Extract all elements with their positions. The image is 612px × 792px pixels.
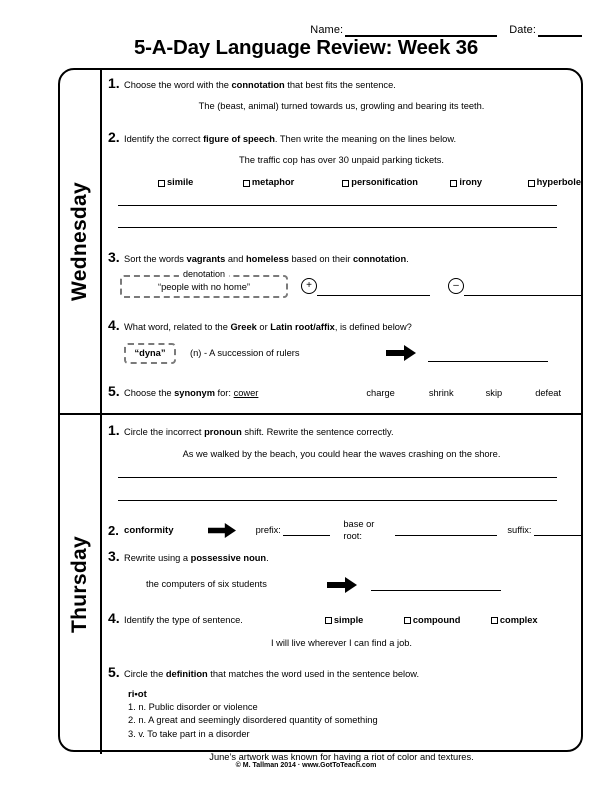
prompt-post: that matches the word used in the sentence below. (207, 669, 420, 679)
suffix-label: suffix: (507, 524, 532, 535)
source-phrase: the computers of six students (146, 578, 267, 589)
question-t1 (102, 423, 581, 501)
name-blank-line[interactable] (345, 22, 497, 37)
option-label: irony (459, 177, 483, 188)
date-blank-line[interactable] (538, 22, 582, 37)
choice-skip[interactable]: skip (485, 388, 503, 398)
prompt-post: , is defined below? (334, 322, 412, 332)
option-label: metaphor (251, 177, 295, 188)
prompt-post: that best fits the sentence. (284, 80, 396, 90)
negative-answer-line[interactable] (464, 295, 581, 296)
question-t5 (102, 665, 581, 764)
arrow-right-icon (327, 577, 357, 593)
sentence-type-options (325, 615, 538, 627)
option-personification[interactable] (342, 177, 450, 189)
prompt-pre: Circle the incorrect (124, 427, 205, 437)
question-prompt (124, 132, 456, 146)
denotation-box: “people with no home” (120, 275, 288, 299)
question-number: 4. (108, 610, 120, 626)
question-number: 1. (108, 75, 120, 91)
question-prompt (124, 386, 581, 400)
answer-line-2[interactable] (118, 227, 557, 228)
base-label: base or root: (343, 519, 375, 541)
option-label: simple (333, 615, 364, 625)
denotation-box-wrap (120, 268, 288, 299)
prompt-mid: and (225, 254, 246, 264)
prompt-mid: or (256, 322, 271, 332)
prompt-keyword: synonym (174, 388, 215, 398)
section-thursday (60, 415, 581, 762)
day-label-column-wednesday (60, 70, 102, 413)
root-definition: (n) - A succession of rulers (190, 347, 300, 358)
question-prompt (124, 320, 412, 334)
sentence-type-prompt: Identify the type of sentence. (124, 615, 243, 625)
prompt-keyword: pronoun (204, 427, 242, 437)
prompt-pre: Choose the word with the (124, 80, 232, 90)
prompt-pre: Rewrite using a (124, 553, 191, 563)
option-complex[interactable] (491, 615, 538, 627)
question-prompt (124, 425, 394, 439)
prompt-keyword: figure of speech (203, 134, 275, 144)
question-sentence: The (beast, animal) turned towards us, growling and bearing its teeth. (198, 100, 485, 111)
prompt-post: for: (214, 388, 234, 398)
choice-shrink[interactable]: shrink (428, 388, 454, 398)
definition-item[interactable]: 1. n. Public disorder or violence (128, 701, 258, 712)
question-t4 (102, 611, 581, 649)
positive-connotation-icon: + (301, 278, 317, 294)
question-sentence: As we walked by the beach, you could hear the waves crashing on the shore. (182, 448, 501, 459)
prompt-keyword: connotation (231, 80, 285, 90)
checkbox-icon[interactable] (450, 180, 457, 187)
possessive-rewrite-row (102, 577, 581, 593)
question-sentence: I will live wherever I can find a job. (270, 637, 413, 648)
question-number: 2. (108, 523, 119, 539)
prompt-word-a: vagrants (186, 254, 226, 264)
wednesday-questions (102, 70, 581, 413)
option-metaphor[interactable] (243, 177, 342, 189)
question-t2 (102, 519, 581, 542)
base-input[interactable] (395, 525, 498, 536)
prompt-post: . Then write the meaning on the lines below. (274, 134, 457, 144)
answer-line-1[interactable] (118, 205, 557, 206)
definition-item[interactable]: 3. v. To take part in a disorder (128, 728, 250, 739)
root-answer-line[interactable] (428, 361, 548, 362)
prompt-post: shift. Rewrite the sentence correctly. (241, 427, 394, 437)
section-wednesday (60, 70, 581, 415)
dictionary-entry-word: ri•ot (128, 688, 147, 700)
thursday-questions (102, 415, 581, 762)
question-w2 (102, 130, 581, 228)
worksheet-frame (58, 68, 583, 762)
question-prompt (124, 551, 269, 565)
prompt-word-a: Greek (230, 322, 257, 332)
possessive-answer-line[interactable] (371, 590, 501, 591)
checkbox-icon[interactable] (325, 617, 332, 624)
synonym-prompt (124, 388, 258, 400)
option-simile[interactable] (158, 177, 243, 189)
page-title: 5-A-Day Language Review: Week 36 (133, 36, 479, 59)
prompt-word-b: Latin root/affix (270, 322, 335, 332)
choice-defeat[interactable]: defeat (535, 388, 562, 398)
checkbox-icon[interactable] (243, 180, 250, 187)
footer-credit: © M. Tallman 2014 · www.GotToTeach.com (235, 762, 377, 769)
arrow-right-icon (386, 345, 416, 361)
day-label-wednesday: Wednesday (68, 181, 91, 302)
answer-line-1[interactable] (118, 477, 557, 478)
checkbox-icon[interactable] (158, 180, 165, 187)
question-w3 (102, 250, 581, 298)
prompt-keyword: definition (165, 669, 208, 679)
choice-charge[interactable]: charge (366, 388, 395, 398)
name-label: Name: (310, 24, 344, 36)
question-w1 (102, 76, 581, 112)
option-irony[interactable] (450, 177, 527, 189)
positive-answer-line[interactable] (317, 295, 430, 296)
negative-connotation-icon: – (448, 278, 464, 294)
prompt-mid2: based on their (288, 254, 353, 264)
option-hyperbole[interactable] (528, 177, 581, 189)
prompt-pre: Sort the words (124, 254, 187, 264)
prompt-pre: What word, related to the (124, 322, 231, 332)
question-number: 4. (108, 317, 120, 333)
question-prompt (124, 78, 396, 92)
question-sentence: The traffic cop has over 30 unpaid parking tickets. (239, 154, 444, 165)
question-number: 3. (108, 548, 120, 564)
connotation-sort-row (102, 268, 581, 299)
day-label-column-thursday (60, 415, 102, 754)
prefix-input[interactable] (283, 525, 330, 536)
question-t3 (102, 549, 581, 593)
prefix-label: prefix: (255, 524, 281, 535)
root-box: “dyna” (124, 343, 176, 365)
morphology-word: conformity (124, 524, 174, 536)
arrow-right-icon (208, 523, 236, 538)
prompt-post: . (266, 553, 269, 563)
prompt-keyword: possessive noun (190, 553, 267, 563)
question-w4 (102, 318, 581, 364)
option-label: complex (499, 615, 538, 625)
question-w5 (102, 384, 581, 400)
option-label: simile (167, 177, 194, 188)
option-label: hyperbole (536, 177, 581, 188)
denotation-legend: denotation (179, 269, 229, 280)
question-number: 5. (108, 664, 120, 680)
question-number: 1. (108, 422, 120, 438)
prompt-word-b: homeless (245, 254, 289, 264)
prompt-pre: Circle the (124, 669, 166, 679)
answer-line-2[interactable] (118, 500, 557, 501)
checkbox-icon[interactable] (491, 617, 498, 624)
option-compound[interactable] (404, 615, 491, 627)
prompt-keyword: connotation (352, 254, 407, 264)
option-label: personification (351, 177, 418, 188)
definition-list (102, 701, 581, 741)
question-number: 5. (108, 383, 120, 399)
option-simple[interactable] (325, 615, 404, 627)
definition-item[interactable]: 2. n. A great and seemingly disordered quantity of something (128, 715, 378, 726)
question-prompt (124, 252, 409, 266)
question-sentence: June’s artwork was known for having a riot of color and textures. (209, 752, 474, 762)
day-label-thursday: Thursday (68, 536, 91, 633)
question-number: 3. (108, 249, 120, 265)
figure-of-speech-options (102, 177, 581, 189)
question-number: 2. (108, 129, 120, 145)
checkbox-icon[interactable] (404, 617, 411, 624)
checkbox-icon[interactable] (342, 180, 349, 187)
prompt-post: . (406, 254, 409, 264)
prompt-pre: Choose the (124, 388, 175, 398)
question-prompt (124, 667, 419, 681)
name-date-row (310, 22, 584, 37)
prompt-pre: Identify the correct (124, 134, 204, 144)
suffix-input[interactable] (534, 525, 581, 536)
question-prompt (124, 613, 581, 627)
target-word: cower (233, 388, 259, 398)
checkbox-icon[interactable] (528, 180, 535, 187)
date-label: Date: (509, 24, 536, 36)
root-definition-row (102, 343, 581, 365)
option-label: compound (412, 615, 461, 625)
